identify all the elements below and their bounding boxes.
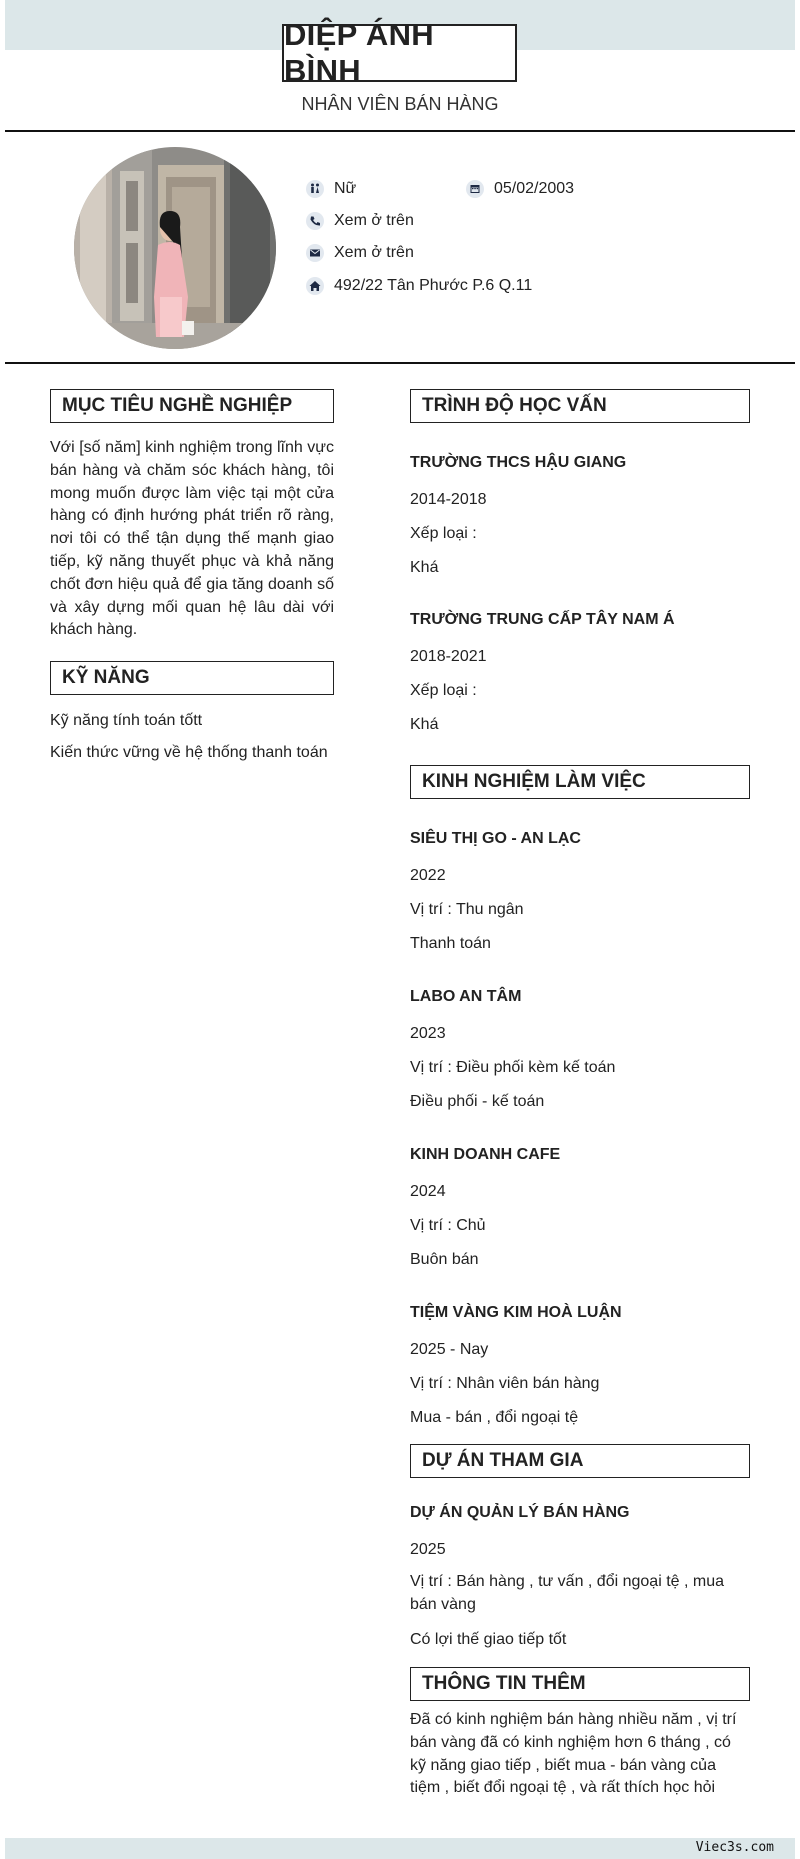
company-name: TIỆM VÀNG KIM HOÀ LUẬN — [410, 1304, 622, 1321]
profile-photo — [74, 147, 276, 349]
gender-row — [306, 180, 356, 198]
gender-value: Nữ — [334, 180, 357, 197]
candidate-name: DIỆP ÁNH BÌNH — [282, 24, 517, 82]
job-description: Thanh toán — [410, 935, 491, 952]
gender-icon — [306, 180, 324, 198]
job-position: Vị trí : Nhân viên bán hàng — [410, 1375, 600, 1392]
objective-heading: MỤC TIÊU NGHỀ NGHIỆP — [50, 389, 334, 423]
address-value: 492/22 Tân Phước P.6 Q.11 — [334, 277, 533, 294]
email-value: Xem ở trên — [334, 244, 414, 261]
school-rank: Khá — [410, 559, 439, 576]
job-position: Vị trí : Điều phối kèm kế toán — [410, 1059, 616, 1076]
company-name: LABO AN TÂM — [410, 988, 522, 1005]
skill-item: Kiến thức vững về hệ thống thanh toán — [50, 744, 328, 761]
job-description: Điều phối - kế toán — [410, 1093, 545, 1110]
project-time: 2025 — [410, 1541, 446, 1558]
job-position: Vị trí : Thu ngân — [410, 901, 524, 918]
phone-icon — [306, 212, 324, 230]
company-name: KINH DOANH CAFE — [410, 1146, 561, 1163]
birthday-value: 05/02/2003 — [494, 180, 575, 197]
email-row — [306, 244, 414, 262]
experience-heading: KINH NGHIỆM LÀM VIỆC — [410, 765, 750, 799]
job-time: 2022 — [410, 867, 446, 884]
project-position: Vị trí : Bán hàng , tư vấn , đổi ngoại tệ , mua bán vàng — [410, 1573, 724, 1613]
job-time: 2025 - Nay — [410, 1341, 489, 1358]
mail-icon — [306, 244, 324, 262]
job-time: 2024 — [410, 1183, 446, 1200]
school-rank-label: Xếp loại : — [410, 682, 477, 699]
job-position: Vị trí : Chủ — [410, 1217, 486, 1234]
project-name: DỰ ÁN QUẢN LÝ BÁN HÀNG — [410, 1504, 630, 1521]
skills-heading: KỸ NĂNG — [50, 661, 334, 695]
school-years: 2014-2018 — [410, 491, 487, 508]
footer-band — [5, 1838, 795, 1859]
objective-text: Với [số năm] kinh nghiệm trong lĩnh vực bán hàng và chăm sóc khách hàng, tôi mong muốn được làm việc tại một cửa hàng có định hướng phát triển rõ ràng, nơi tôi có thể tận dụng thế mạnh giao tiếp, kỹ năng thuyết phục và khả năng chốt đơn hiệu quả để gia tăng doanh số và xây dựng mối quan hệ lâu dài với khách hàng. — [50, 439, 334, 639]
calendar-icon — [466, 180, 484, 198]
divider-middle — [5, 362, 795, 364]
phone-row — [306, 212, 414, 230]
brand-watermark: Viec3s.com — [695, 1840, 774, 1855]
job-time: 2023 — [410, 1025, 446, 1042]
job-description: Buôn bán — [410, 1251, 479, 1268]
home-icon — [306, 277, 324, 295]
additional-heading: THÔNG TIN THÊM — [410, 1667, 750, 1701]
job-description: Mua - bán , đổi ngoại tệ — [410, 1409, 579, 1426]
school-rank-label: Xếp loại : — [410, 525, 477, 542]
education-heading: TRÌNH ĐỘ HỌC VẤN — [410, 389, 750, 423]
skill-item: Kỹ năng tính toán tốtt — [50, 712, 203, 729]
birthday-row — [466, 180, 574, 198]
job-title: NHÂN VIÊN BÁN HÀNG — [301, 94, 499, 114]
school-name: TRƯỜNG TRUNG CẤP TÂY NAM Á — [410, 611, 675, 628]
school-name: TRƯỜNG THCS HẬU GIANG — [410, 454, 627, 471]
phone-value: Xem ở trên — [334, 212, 414, 229]
school-years: 2018-2021 — [410, 648, 487, 665]
additional-text: Đã có kinh nghiệm bán hàng nhiều năm , vị trí bán vàng đã có kinh nghiệm hơn 6 tháng , có kỹ năng giao tiếp , biết mua - bán vàng của tiệm , biết đổi ngoại tệ , và rất thích học hỏi — [410, 1711, 737, 1797]
project-description: Có lợi thế giao tiếp tốt — [410, 1631, 567, 1648]
projects-heading: DỰ ÁN THAM GIA — [410, 1444, 750, 1478]
divider-top — [5, 130, 795, 132]
school-rank: Khá — [410, 716, 439, 733]
address-row — [306, 277, 532, 295]
company-name: SIÊU THỊ GO - AN LẠC — [410, 830, 581, 847]
